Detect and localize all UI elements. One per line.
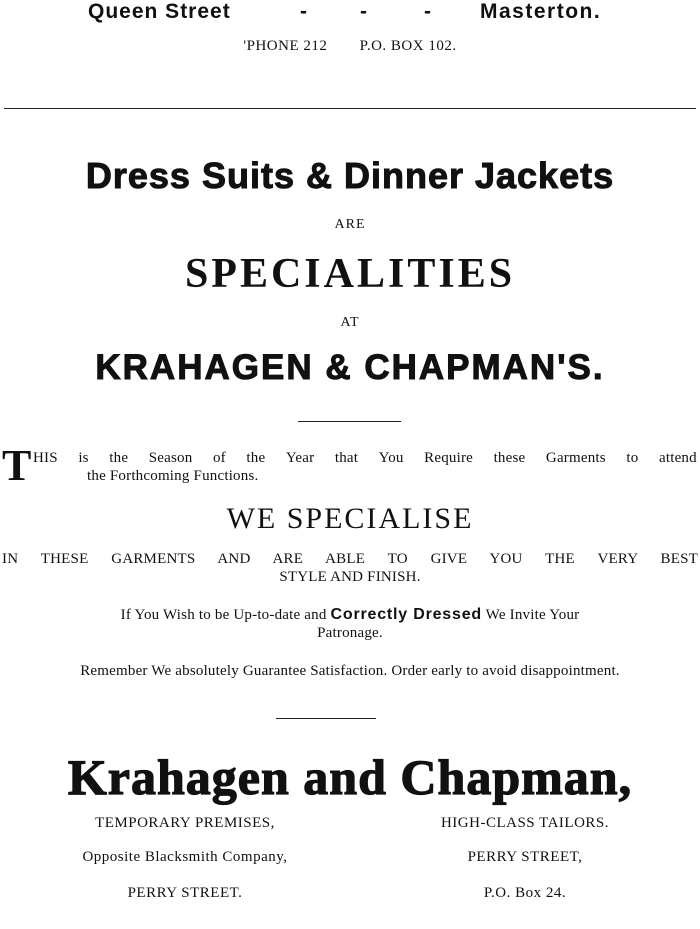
word: the [109,450,129,466]
word: is [78,450,89,466]
word: of [212,450,226,466]
address-right-line1: HIGH-CLASS TAILORS. [440,815,610,831]
masthead [0,0,700,30]
word: to [626,450,639,466]
word: the [246,450,266,466]
town-name: Masterton. [480,0,602,23]
address-right-line2: PERRY STREET, [467,849,583,865]
short-divider [276,718,376,719]
word: attend [658,450,697,466]
word: You [378,450,404,466]
word: Garments [545,450,606,466]
word: that [334,450,359,466]
paragraph-uptodate-line2: Patronage. [317,625,383,641]
divider-rule [4,108,696,109]
paragraph-guarantee: Remember We absolutely Guarantee Satisfaction. Order early to avoid disappointment. [80,663,620,679]
we-specialise-heading: WE SPECIALISE [226,502,474,535]
address-left-line1: TEMPORARY PREMISES, [95,815,275,831]
correctly-dressed-emphasis: Correctly Dressed [330,606,482,623]
paragraph-garments-line2: STYLE AND FINISH. [279,569,421,585]
headline-specialities: SPECIALITIES [184,251,516,297]
dash-separator: - [300,0,307,23]
word: these [493,450,526,466]
contact-line [0,38,700,55]
paragraph-garments-line1: IN THESE GARMENTS AND ARE ABLE TO GIVE YOU THE VERY BEST [2,551,698,567]
drop-cap: T [2,441,32,490]
headline-firm-name: KRAHAGEN & CHAPMAN'S. [95,348,605,387]
address-left-line3: PERRY STREET. [127,885,243,901]
po-box: P.O. BOX 102. [359,38,457,54]
footer-firm-name: Krahagen and Chapman, [67,749,633,805]
paragraph-season-line2: the Forthcoming Functions. [87,468,259,484]
headline-at: AT [340,315,360,330]
street-name: Queen Street [88,0,231,23]
paragraph-uptodate-line1: If You Wish to be Up-to-date and Correctly Dressed We Invite Your [120,606,580,623]
word: HIS [33,450,58,466]
word: Year [285,450,315,466]
address-left-line2: Opposite Blacksmith Company, [82,849,288,865]
dash-separator: - [360,0,367,23]
paragraph-season-line1 [33,450,697,467]
headline-are: ARE [334,217,366,232]
short-divider [298,421,401,422]
phone-number: 'PHONE 212 [243,38,328,54]
address-right-line3: P.O. Box 24. [483,885,567,901]
word: Require [424,450,474,466]
word: Season [148,450,193,466]
headline-dress-suits: Dress Suits & Dinner Jackets [85,155,615,196]
dash-separator: - [424,0,431,23]
